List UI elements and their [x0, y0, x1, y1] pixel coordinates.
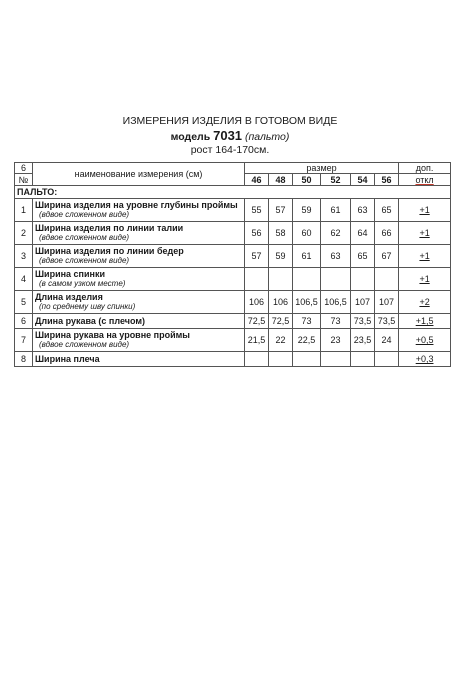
row-number: 8	[15, 352, 33, 367]
model-label: модель	[170, 131, 211, 143]
value-cell	[245, 268, 269, 291]
model-line	[0, 128, 460, 143]
value-cell: 106	[245, 291, 269, 314]
value-cell: 61	[293, 245, 321, 268]
value-cell: 62	[321, 222, 351, 245]
value-cell	[321, 352, 351, 367]
tol-header-top: доп.	[399, 163, 451, 174]
value-cell: 23,5	[351, 329, 375, 352]
value-cell: 65	[351, 245, 375, 268]
table-row	[15, 268, 451, 291]
measurement-name-cell	[33, 268, 245, 291]
measurement-name: Ширина рукава на уровне проймы	[35, 330, 190, 340]
tolerance-value: +1	[419, 205, 430, 215]
size-48: 48	[269, 174, 293, 186]
value-cell	[293, 268, 321, 291]
value-cell: 55	[245, 199, 269, 222]
height-range: рост 164-170см.	[190, 144, 270, 156]
tolerance-cell	[399, 222, 451, 245]
table-row	[15, 222, 451, 245]
tolerance-cell	[399, 268, 451, 291]
value-cell: 63	[351, 199, 375, 222]
table-row	[15, 291, 451, 314]
measurement-name-cell	[33, 314, 245, 329]
row-number: 5	[15, 291, 33, 314]
measurement-note: (по среднему шву спинки)	[39, 302, 136, 311]
row-number: 2	[15, 222, 33, 245]
value-cell: 73,5	[351, 314, 375, 329]
value-cell	[375, 268, 399, 291]
value-cell: 66	[375, 222, 399, 245]
size-46: 46	[245, 174, 269, 186]
value-cell: 106,5	[293, 291, 321, 314]
value-cell: 72,5	[245, 314, 269, 329]
value-cell	[351, 268, 375, 291]
value-cell: 106,5	[321, 291, 351, 314]
table-row	[15, 245, 451, 268]
value-cell	[351, 352, 375, 367]
value-cell: 57	[245, 245, 269, 268]
value-cell: 23	[321, 329, 351, 352]
measurement-name-cell	[33, 291, 245, 314]
value-cell: 65	[375, 199, 399, 222]
value-cell: 72,5	[269, 314, 293, 329]
table-row	[15, 314, 451, 329]
tolerance-value: +0,3	[415, 354, 434, 364]
value-cell	[269, 268, 293, 291]
value-cell: 59	[293, 199, 321, 222]
row-number: 7	[15, 329, 33, 352]
size-50: 50	[293, 174, 321, 186]
value-cell: 22	[269, 329, 293, 352]
num-header-bottom: №	[15, 174, 33, 186]
measurement-name: Ширина изделия на уровне глубины проймы	[35, 200, 238, 210]
tolerance-cell	[399, 329, 451, 352]
tolerance-value: +1	[419, 274, 430, 284]
tolerance-cell	[399, 245, 451, 268]
value-cell: 56	[245, 222, 269, 245]
value-cell: 73	[293, 314, 321, 329]
table-row	[15, 352, 451, 367]
tolerance-value: +1	[419, 228, 430, 238]
row-number: 6	[15, 314, 33, 329]
value-cell	[375, 352, 399, 367]
value-cell: 61	[321, 199, 351, 222]
value-cell: 73	[321, 314, 351, 329]
measurement-name: Ширина плеча	[35, 354, 100, 364]
measurement-note: (вдвое сложенном виде)	[39, 210, 130, 219]
measurement-name: Длина рукава (с плечом)	[35, 316, 145, 326]
measurements-table	[14, 162, 451, 367]
measurement-name: Длина изделия	[35, 292, 103, 302]
measurement-name-cell	[33, 329, 245, 352]
measurement-note: (в самом узком месте)	[39, 279, 126, 288]
num-header-top: 6	[15, 163, 33, 174]
value-cell: 59	[269, 245, 293, 268]
value-cell: 73,5	[375, 314, 399, 329]
row-number: 1	[15, 199, 33, 222]
value-cell: 67	[375, 245, 399, 268]
value-cell	[293, 352, 321, 367]
table-row	[15, 329, 451, 352]
tolerance-cell	[399, 291, 451, 314]
size-52: 52	[321, 174, 351, 186]
tolerance-cell	[399, 199, 451, 222]
measurement-name-cell	[33, 222, 245, 245]
measurement-name-cell	[33, 352, 245, 367]
value-cell: 22,5	[293, 329, 321, 352]
value-cell	[321, 268, 351, 291]
value-cell: 107	[351, 291, 375, 314]
tolerance-value: +1	[419, 251, 430, 261]
tolerance-cell	[399, 314, 451, 329]
row-number: 4	[15, 268, 33, 291]
measurement-name: Ширина спинки	[35, 269, 105, 279]
model-type: (пальто)	[244, 131, 290, 143]
value-cell: 24	[375, 329, 399, 352]
row-number: 3	[15, 245, 33, 268]
tolerance-value: +1,5	[415, 316, 434, 326]
tolerance-value: +0,5	[415, 335, 434, 345]
value-cell: 107	[375, 291, 399, 314]
measurement-note: (вдвое сложенном виде)	[39, 340, 130, 349]
value-cell: 60	[293, 222, 321, 245]
section-title: ПАЛЬТО:	[15, 186, 451, 199]
value-cell: 63	[321, 245, 351, 268]
name-header: наименование измерения (см)	[33, 163, 245, 186]
size-56: 56	[375, 174, 399, 186]
table-row	[15, 199, 451, 222]
model-number: 7031	[213, 128, 243, 143]
size-header: размер	[245, 163, 399, 174]
measurement-name-cell	[33, 199, 245, 222]
value-cell: 106	[269, 291, 293, 314]
measurement-name: Ширина изделия по линии бедер	[35, 246, 184, 256]
value-cell	[245, 352, 269, 367]
document-title: ИЗМЕРЕНИЯ ИЗДЕЛИЯ В ГОТОВОМ ВИДЕ	[122, 115, 338, 127]
measurement-note: (вдвое сложенном виде)	[39, 233, 130, 242]
size-54: 54	[351, 174, 375, 186]
measurement-name-cell	[33, 245, 245, 268]
tolerance-value: +2	[419, 297, 430, 307]
value-cell: 21,5	[245, 329, 269, 352]
value-cell: 58	[269, 222, 293, 245]
value-cell: 64	[351, 222, 375, 245]
tolerance-cell	[399, 352, 451, 367]
measurement-name: Ширина изделия по линии талии	[35, 223, 184, 233]
measurement-note: (вдвое сложенном виде)	[39, 256, 130, 265]
value-cell: 57	[269, 199, 293, 222]
value-cell	[269, 352, 293, 367]
tol-header-bottom: откл	[399, 174, 451, 186]
